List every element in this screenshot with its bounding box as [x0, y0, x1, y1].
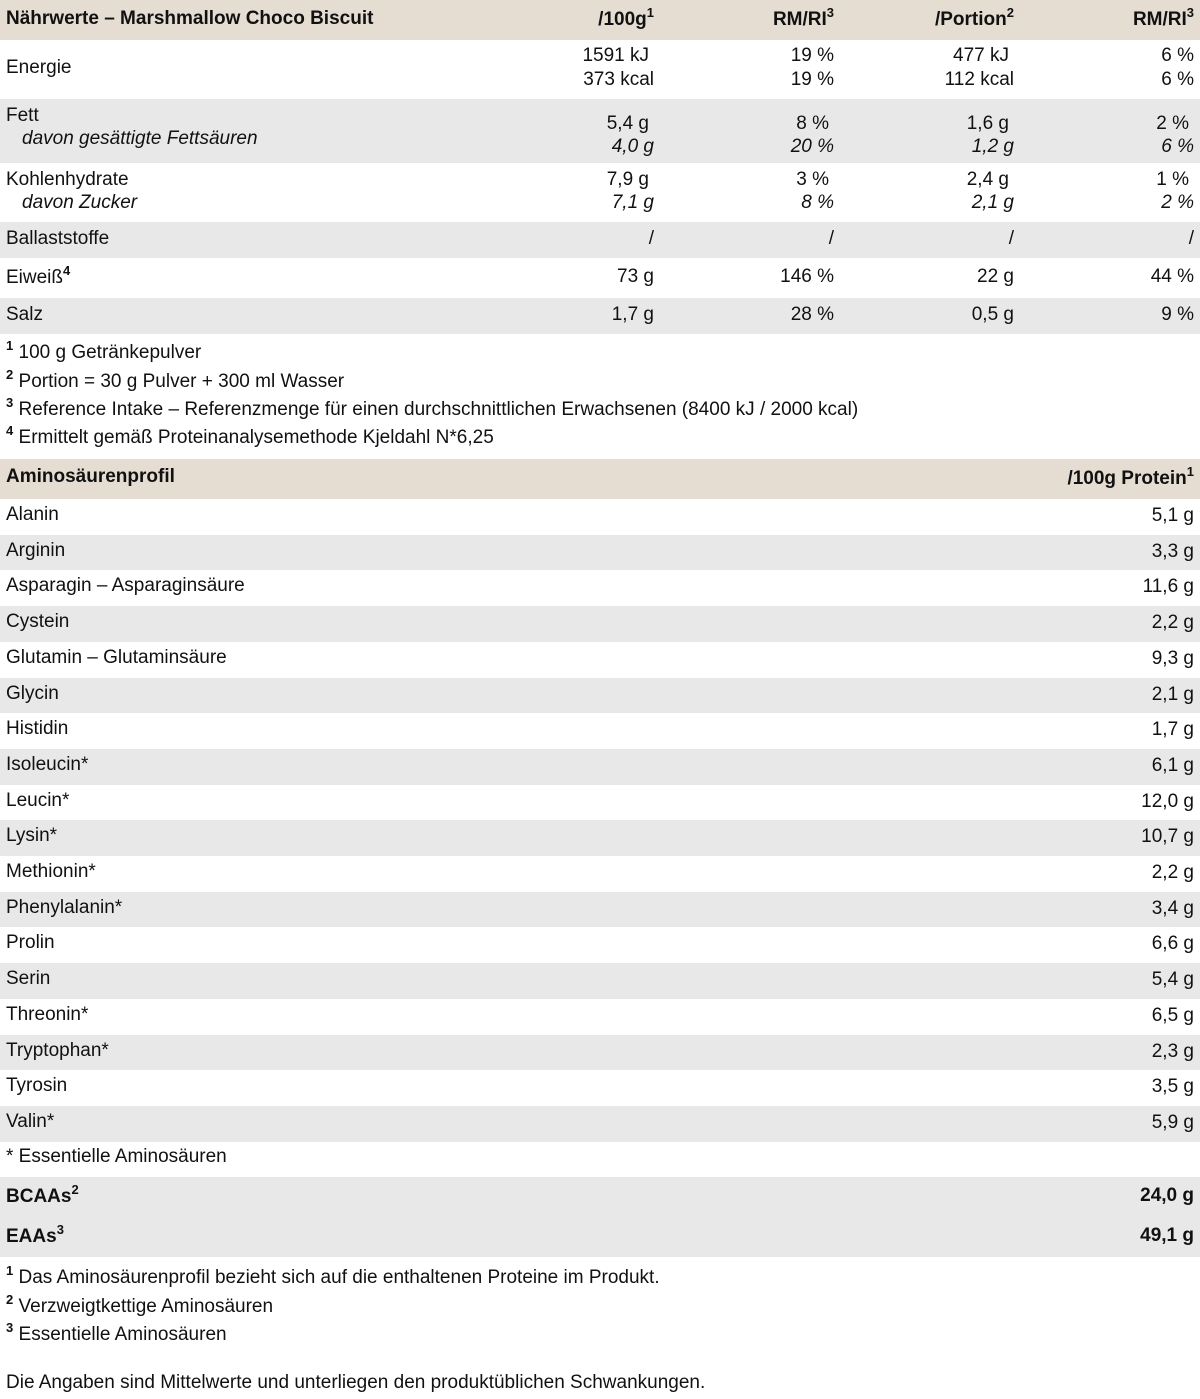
amino-row: [0, 785, 1200, 821]
amino-row: [0, 535, 1200, 571]
nutrient-row-kohlenhydrate: [0, 163, 1200, 222]
nutrition-title: Nährwerte – Marshmallow Choco Biscuit: [6, 8, 374, 29]
amino-row: [0, 606, 1200, 642]
value-rmri-portion-sub: 6 %: [1161, 136, 1194, 157]
amino-row: [0, 927, 1200, 963]
amino-name: Threonin*: [6, 1003, 89, 1025]
nutrient-name: Fett: [6, 105, 39, 126]
value-rmri-100g-sub: 8 %: [801, 192, 834, 213]
amino-value: 3,5 g: [1151, 1076, 1194, 1098]
total-name: BCAAs$^2$: [6, 1181, 79, 1207]
amino-value: 5,1 g: [1151, 505, 1194, 526]
value-rmri-100g: 8 %: [796, 113, 829, 134]
value-per100g-kcal: 373 kcal: [583, 69, 654, 90]
value-per100g-sub: 7,1 g: [611, 192, 654, 213]
amino-header: [0, 459, 1200, 499]
amino-value: 6,1 g: [1151, 754, 1194, 776]
value-portion: 0,5 g: [971, 304, 1014, 325]
value-rmri-portion: 6 %: [1161, 45, 1194, 66]
amino-name: Prolin: [6, 932, 55, 954]
amino-value: 1,7 g: [1151, 719, 1194, 741]
nutrient-row-ballaststoffe: [0, 222, 1200, 258]
value-rmri-100g-sub: 20 %: [790, 136, 834, 157]
value-per100g: /: [648, 228, 654, 249]
amino-value: 12,0 g: [1141, 790, 1194, 812]
amino-col-header: /100g Protein$^1$: [1067, 463, 1194, 489]
amino-name: Tyrosin: [6, 1075, 68, 1097]
amino-value: 5,9 g: [1151, 1111, 1194, 1133]
total-value: 49,1 g: [1140, 1225, 1194, 1246]
value-portion-sub: 2,1 g: [971, 192, 1014, 213]
amino-row: [0, 713, 1200, 749]
amino-row: [0, 963, 1200, 999]
value-rmri-100g: 19 %: [790, 45, 834, 66]
footnote: $^1$ Das Aminosäurenprofil bezieht sich auf die enthaltenen Proteine im Produkt.: [6, 1262, 660, 1288]
col-header-per100g: $/100g^1$: [598, 4, 654, 30]
amino-name: Asparagin – Asparaginsäure: [6, 575, 245, 597]
value-portion: 477 kJ: [953, 45, 1009, 66]
footnote: $^2$ Verzweigtkettige Aminosäuren: [6, 1291, 274, 1317]
col-header-rmri-100g: $RM/RI^3$: [772, 4, 834, 30]
amino-value: 5,4 g: [1151, 969, 1194, 991]
amino-name: Phenylalanin*: [6, 896, 123, 918]
amino-value: 2,2 g: [1151, 862, 1194, 883]
amino-value: 10,7 g: [1141, 826, 1194, 848]
nutrition-header: [0, 0, 1200, 40]
total-name: EAAs$^3$: [6, 1221, 64, 1247]
amino-row: [0, 999, 1200, 1035]
nutrient-row-salz: [0, 298, 1200, 334]
nutrient-name: Kohlenhydrate: [6, 169, 129, 190]
nutrient-row-energie: [0, 40, 1200, 99]
amino-value: 2,3 g: [1151, 1040, 1194, 1062]
value-per100g: 73 g: [617, 266, 654, 287]
footnote: $^1$ 100 g Getränkepulver: [6, 337, 202, 363]
amino-name: Arginin: [6, 539, 66, 561]
amino-value: 3,4 g: [1151, 897, 1194, 919]
total-row-eaas: [0, 1217, 1200, 1257]
value-portion: 2,4 g: [966, 169, 1009, 190]
amino-row: [0, 678, 1200, 714]
footnote: $^3$ Essentielle Aminosäuren: [6, 1319, 227, 1345]
nutrient-row-fett: [0, 99, 1200, 163]
total-value: 24,0 g: [1140, 1185, 1194, 1206]
essential-note: * Essentielle Aminosäuren: [6, 1146, 227, 1167]
nutrient-name: Ballaststoffe: [6, 228, 110, 249]
amino-name: Glutamin – Glutaminsäure: [6, 646, 227, 668]
amino-row: [0, 642, 1200, 678]
amino-value: 6,5 g: [1151, 1004, 1194, 1026]
value-rmri-100g: /: [828, 228, 834, 249]
value-per100g-sub: 4,0 g: [611, 136, 654, 157]
amino-name: Valin*: [6, 1110, 55, 1132]
amino-value: 2,1 g: [1151, 683, 1194, 705]
value-portion: /: [1008, 228, 1014, 249]
amino-row: [0, 570, 1200, 606]
amino-name: Glycin: [6, 682, 59, 704]
value-portion: 22 g: [977, 266, 1014, 287]
amino-row: [0, 1070, 1200, 1106]
amino-value: 9,3 g: [1151, 647, 1194, 669]
amino-name: Serin: [6, 968, 51, 990]
value-rmri-portion-kcal: 6 %: [1161, 69, 1194, 90]
footnote: $^2$ Portion = 30 g Pulver + 300 ml Wasser: [6, 366, 345, 392]
nutrient-name: Eiweiß$^4$: [6, 262, 71, 288]
value-rmri-portion: /: [1188, 228, 1194, 249]
amino-row: [0, 856, 1200, 892]
value-per100g: 1591 kJ: [582, 45, 649, 66]
amino-value: 2,2 g: [1151, 612, 1194, 634]
amino-name: Methionin*: [6, 861, 96, 882]
amino-name: Histidin: [6, 718, 69, 740]
value-per100g: 7,9 g: [606, 169, 649, 190]
value-rmri-portion-sub: 2 %: [1161, 192, 1194, 213]
total-row-bcaas: [0, 1177, 1200, 1217]
nutrient-name: Energie: [6, 57, 72, 78]
value-portion-kcal: 112 kcal: [944, 69, 1014, 90]
amino-value: 3,3 g: [1151, 540, 1194, 562]
amino-row: [0, 1106, 1200, 1142]
amino-name: Tryptophan*: [6, 1039, 109, 1061]
footnote: $^4$ Ermittelt gemäß Proteinanalysemethode Kjeldahl N*6,25: [6, 422, 494, 448]
nutrient-row-eiweiss: [0, 258, 1200, 298]
amino-name: Leucin*: [6, 789, 70, 811]
value-rmri-portion: 2 %: [1156, 113, 1189, 134]
amino-row: [0, 749, 1200, 785]
footnote: $^3$ Reference Intake – Referenzmenge für einen durchschnittlichen Erwachsenen (8400 kJ / 2000 kcal): [6, 394, 859, 420]
col-header-rmri-portion: $RM/RI^3$: [1132, 4, 1194, 30]
amino-value: 6,6 g: [1151, 933, 1194, 955]
nutrient-subname: davon gesättigte Fettsäuren: [22, 128, 258, 149]
amino-title: Aminosäurenprofil: [6, 466, 175, 487]
amino-name: Alanin: [6, 504, 59, 525]
amino-value: 11,6 g: [1142, 576, 1194, 598]
nutrient-name: Salz: [6, 304, 43, 325]
disclaimer: Die Angaben sind Mittelwerte und unterliegen den produktüblichen Schwankungen.: [6, 1372, 706, 1393]
value-per100g: 5,4 g: [606, 113, 649, 134]
amino-row: [0, 499, 1200, 535]
amino-row: [0, 1035, 1200, 1071]
value-per100g: 1,7 g: [611, 304, 654, 325]
col-header-portion: /Portion$^2$: [934, 4, 1014, 30]
value-rmri-100g: 28 %: [790, 304, 834, 325]
value-rmri-100g: 3 %: [796, 169, 829, 190]
nutrient-subname: davon Zucker: [22, 192, 138, 213]
value-rmri-portion: 9 %: [1161, 304, 1194, 325]
value-rmri-100g-kcal: 19 %: [790, 69, 834, 90]
value-portion-sub: 1,2 g: [971, 136, 1014, 157]
amino-name: Lysin*: [6, 825, 58, 847]
amino-name: Isoleucin*: [6, 753, 89, 775]
value-rmri-portion: 44 %: [1150, 266, 1194, 287]
value-rmri-100g: 146 %: [780, 266, 834, 287]
amino-name: Cystein: [6, 611, 70, 633]
value-portion: 1,6 g: [966, 113, 1009, 134]
amino-row: [0, 820, 1200, 856]
amino-row: [0, 892, 1200, 928]
value-rmri-portion: 1 %: [1156, 169, 1189, 190]
